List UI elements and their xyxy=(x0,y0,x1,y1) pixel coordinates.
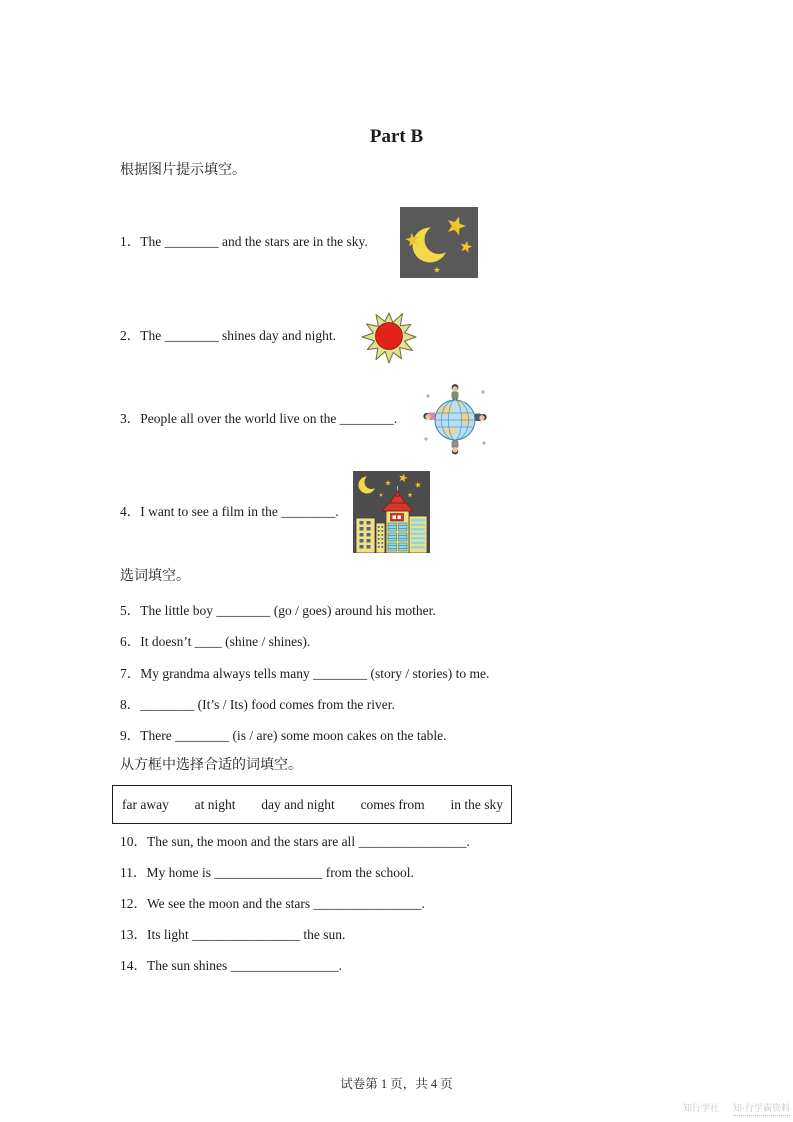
question-4: 4．I want to see a film in the ________. xyxy=(120,504,339,519)
section-heading-picture-fill: 根据图片提示填空。 xyxy=(120,163,246,178)
question-13: 13．Its light ________________ the sun. xyxy=(120,927,346,942)
question-6: 6．It doesn’t ____ (shine / shines). xyxy=(120,634,311,649)
right-buildings-icon xyxy=(409,516,427,553)
watermark-text: 知行学社 xyxy=(682,1103,719,1113)
question-1: 1．The ________ and the stars are in the sky. xyxy=(120,234,368,249)
person-top-icon xyxy=(452,384,459,402)
page-title: Part B xyxy=(369,126,424,147)
section-heading-word-choice: 选词填空。 xyxy=(120,569,190,584)
word-bank-item: far away xyxy=(122,796,169,812)
sun-image xyxy=(361,309,419,365)
word-bank-item: at night xyxy=(194,796,236,812)
question-2: 2．The ________ shines day and night. xyxy=(120,328,336,343)
question-5: 5．The little boy ________ (go / goes) around his mother. xyxy=(120,603,436,618)
word-bank-item: comes from xyxy=(360,796,425,812)
earth-people-image xyxy=(422,379,488,458)
cinema-night-image xyxy=(353,471,430,553)
question-11: 11．My home is ________________ from the school. xyxy=(120,865,414,880)
watermark xyxy=(683,1101,790,1116)
question-9: 9．There ________ (is / are) some moon cakes on the table. xyxy=(120,728,447,743)
mid-column-icon xyxy=(376,523,385,553)
question-14: 14．The sun shines ________________. xyxy=(120,958,342,973)
word-bank-item: day and night xyxy=(261,796,335,812)
night-sky-moon-stars-image xyxy=(400,207,478,278)
word-bank-box xyxy=(112,785,512,824)
word-bank-item: in the sky xyxy=(450,796,503,812)
page-footer: 试卷第 1 页，共 4 页 xyxy=(340,1077,453,1091)
watermark-text: 知·行学霸资料 xyxy=(733,1101,790,1116)
section-heading-box-choice: 从方框中选择合适的词填空。 xyxy=(120,758,302,773)
question-7: 7．My grandma always tells many ________ (story / stories) to me. xyxy=(120,666,490,681)
cinema-sign-icon xyxy=(391,514,404,522)
sun-center-icon xyxy=(376,323,403,350)
globe-icon xyxy=(435,400,475,440)
question-10: 10．The sun, the moon and the stars are all ________________. xyxy=(120,834,470,849)
question-12: 12．We see the moon and the stars ________________. xyxy=(120,896,425,911)
question-3: 3．People all over the world live on the ________. xyxy=(120,411,398,426)
question-8: 8．________ (It’s / Its) food comes from the river. xyxy=(120,697,395,712)
left-building-icon xyxy=(356,518,375,553)
